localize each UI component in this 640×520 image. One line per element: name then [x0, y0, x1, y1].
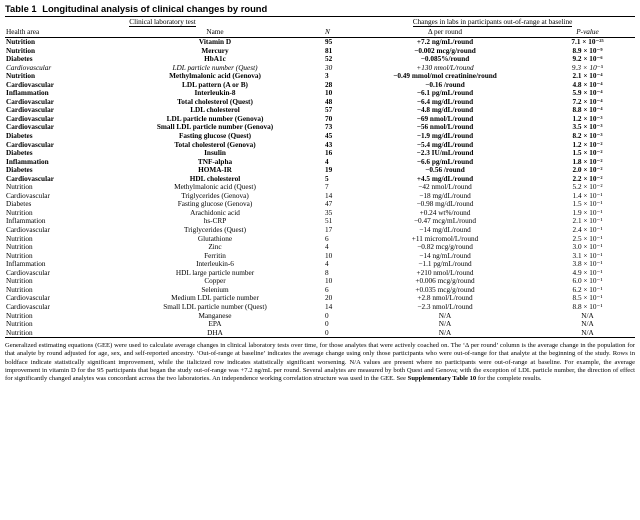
cell-p-value: 3.5 × 10⁻³ — [572, 123, 603, 132]
cell-health-area: Inflammation — [6, 157, 49, 166]
cell-health-area: Nutrition — [6, 234, 33, 243]
cell-health-area: Diabetes — [6, 132, 33, 141]
cell-health-area: Nutrition — [6, 183, 33, 192]
cell-p-value: 2.1 × 10⁻¹ — [572, 217, 603, 226]
cell-change: N/A — [438, 311, 452, 320]
cell-p-value: 2.5 × 10⁻¹ — [572, 234, 603, 243]
table-row — [5, 81, 635, 90]
cell-p-value: 2.2 × 10⁻² — [572, 174, 603, 183]
cell-health-area: Cardiovascular — [6, 226, 50, 235]
cell-health-area: Cardiovascular — [6, 174, 54, 183]
cell-health-area: Inflammation — [6, 89, 49, 98]
cell-health-area: Diabetes — [6, 166, 33, 175]
cell-change: −1.9 mg/dL/round — [416, 132, 474, 141]
cell-name: Zinc — [208, 243, 222, 252]
table-caption: Longitudinal analysis of clinical changes by round — [42, 3, 268, 14]
col-header-n: N — [320, 27, 350, 38]
cell-p-value: N/A — [540, 329, 635, 338]
table-row — [5, 294, 635, 303]
cell-name: Methylmalonic acid (Genova) — [169, 72, 261, 81]
cell-p-value: 8.2 × 10⁻³ — [572, 132, 603, 141]
cell-p-value: 8.8 × 10⁻⁴ — [572, 106, 603, 115]
cell-change: −2.3 IU/mL/round — [416, 149, 474, 158]
cell-n: 95 — [325, 38, 333, 46]
table-row — [5, 209, 635, 218]
cell-name: TNF-alpha — [197, 157, 233, 166]
col-header-name: Name — [110, 27, 320, 38]
table-row — [5, 158, 635, 167]
cell-name: HDL cholesterol — [189, 174, 241, 183]
cell-name: HDL large particle number — [175, 268, 255, 277]
cell-health-area: Cardiovascular — [6, 294, 50, 303]
table-row — [5, 183, 635, 192]
cell-change: −6.4 mg/dL/round — [416, 97, 474, 106]
cell-change: −0.002 mcg/g/round — [414, 46, 476, 55]
table-row — [5, 132, 635, 141]
cell-n: 16 — [325, 149, 333, 158]
cell-name: Manganese — [198, 311, 232, 320]
table-row — [5, 277, 635, 286]
cell-change: +130 nmol/L/round — [416, 63, 474, 72]
cell-n: 43 — [325, 140, 333, 149]
table-row — [5, 149, 635, 158]
cell-name: Triglycerides (Quest) — [184, 226, 246, 235]
table-row — [5, 252, 635, 261]
cell-name: Arachidonic acid — [190, 208, 240, 217]
cell-name: Fasting glucose (Quest) — [178, 132, 252, 141]
table-row — [5, 47, 635, 56]
cell-n: 51 — [325, 217, 333, 226]
cell-health-area: Nutrition — [6, 208, 33, 217]
cell-n: 14 — [325, 191, 333, 200]
cell-name: Vitamin D — [198, 38, 232, 46]
table-row — [5, 260, 635, 269]
cell-name: Small LDL particle number (Genova) — [156, 123, 274, 132]
cell-name: Interleukin-8 — [194, 89, 236, 98]
cell-p-value: 8.8 × 10⁻¹ — [572, 302, 603, 311]
cell-name: hs-CRP — [203, 217, 227, 226]
cell-p-value: 4.9 × 10⁻¹ — [572, 268, 603, 277]
cell-change: +7.2 ng/mL/round — [416, 38, 474, 46]
cell-name: EPA — [208, 320, 222, 329]
cell-n: 8 — [325, 268, 329, 277]
cell-n: 48 — [325, 97, 333, 106]
cell-health-area: Cardiovascular — [6, 140, 54, 149]
supplementary-table-link[interactable]: Supplementary Table 10 — [407, 375, 477, 383]
cell-name: LDL cholesterol — [190, 106, 240, 115]
cell-n: 4 — [325, 243, 329, 252]
cell-change: +11 micromol/L/round — [411, 234, 479, 243]
cell-p-value: 3.0 × 10⁻¹ — [572, 243, 603, 252]
cell-change: +210 nmol/L/round — [416, 268, 474, 277]
cell-change: −1.1 pg/mL/round — [418, 260, 472, 269]
table-row — [5, 286, 635, 295]
cell-change: +2.8 nmol/L/round — [417, 294, 473, 303]
cell-n: 17 — [325, 226, 333, 235]
cell-n: 5 — [325, 174, 329, 183]
table-row — [5, 38, 635, 47]
cell-change: −0.98 mg/dL/round — [416, 200, 474, 209]
cell-change: +0.24 wt%/round — [419, 208, 471, 217]
cell-n: 6 — [325, 234, 329, 243]
cell-health-area: Cardiovascular — [6, 123, 54, 132]
cell-change: −0.56 /round — [425, 166, 465, 175]
table-footnote: Generalized estimating equations (GEE) were used to calculate average changes in clinical laboratory tests over time, for those analytes that were actively coached on. The ‘Δ per round’ column is the average change in the population for that analyte by round adjusted for age, sex, and self-reported ancestry. ‘Out-of-range at baseline’ indicates the average change using only those participants who were out-of-range for that analyte at the beginning of the study. Rows in boldface indicate statistically significant improvement, while the italicized row indicates statistically significant worsening. N/A values are present where no participants were out-of-range at baseline. For example, the average improvement in vitamin D for the 95 participants that began the study out-of-range was +7.2 ng/mL per round. Several analytes are measured by both Quest and Genova; with the exception of LDL particle number, the direction of effect for significantly changed analytes was concordant across the two laboratories. An independence working correlation structure was used in the GEE. See Supplementary Table 10 for the complete results. — [5, 342, 635, 383]
cell-change: −42 nmol/L/round — [418, 183, 472, 192]
cell-name: LDL particle number (Quest) — [172, 63, 258, 72]
cell-n: 0 — [325, 311, 329, 320]
table-row — [5, 64, 635, 73]
table-row — [5, 303, 635, 312]
cell-n: 35 — [325, 208, 333, 217]
cell-n: 81 — [325, 46, 333, 55]
cell-health-area: Nutrition — [6, 46, 35, 55]
cell-n: 47 — [325, 200, 333, 209]
cell-health-area: Cardiovascular — [6, 80, 54, 89]
cell-p-value: 5.9 × 10⁻⁴ — [572, 89, 603, 98]
cell-n: 45 — [325, 132, 333, 141]
table-row — [5, 166, 635, 175]
cell-name: Medium LDL particle number — [171, 294, 259, 303]
cell-n: 14 — [325, 302, 333, 311]
cell-health-area: Inflammation — [6, 217, 46, 226]
table-row — [5, 192, 635, 201]
cell-name: Total cholesterol (Genova) — [174, 140, 256, 149]
cell-health-area: Cardiovascular — [6, 268, 50, 277]
cell-health-area: Nutrition — [6, 320, 33, 329]
cell-change: +0.006 mcg/g/round — [415, 277, 475, 286]
cell-change: −0.49 mmol/mol creatinine/round — [393, 72, 497, 81]
col-header-health-area: Health area — [5, 27, 110, 38]
table-title — [5, 3, 635, 16]
cell-change: −14 ng/mL/round — [419, 251, 471, 260]
cell-name: HOMA-IR — [198, 166, 232, 175]
table-row — [5, 115, 635, 124]
table-row — [5, 175, 635, 184]
cell-p-value: 3.1 × 10⁻¹ — [572, 251, 603, 260]
cell-health-area: Diabetes — [6, 149, 33, 158]
table-row — [5, 200, 635, 209]
cell-change: N/A — [350, 329, 540, 338]
cell-change: −0.47 mcg/mL/round — [413, 217, 477, 226]
cell-p-value: 8.5 × 10⁻¹ — [572, 294, 603, 303]
table-row — [5, 217, 635, 226]
cell-n: 19 — [325, 166, 333, 175]
cell-p-value: 1.5 × 10⁻² — [572, 149, 603, 158]
cell-p-value: 7.2 × 10⁻⁴ — [572, 97, 603, 106]
cell-p-value: 2.4 × 10⁻¹ — [572, 226, 603, 235]
cell-p-value: 9.3 × 10⁻⁵ — [571, 63, 604, 72]
cell-n: 52 — [325, 55, 333, 64]
cell-n: 6 — [325, 285, 329, 294]
cell-p-value: 1.4 × 10⁻¹ — [572, 191, 603, 200]
cell-p-value: 6.0 × 10⁻¹ — [572, 277, 603, 286]
cell-p-value: 9.2 × 10⁻⁶ — [572, 55, 603, 64]
cell-name: Methylmalonic acid (Quest) — [174, 183, 256, 192]
cell-p-value: 1.2 × 10⁻³ — [572, 114, 603, 123]
cell-health-area: Cardiovascular — [6, 106, 54, 115]
cell-health-area: Inflammation — [6, 260, 46, 269]
cell-p-value: 1.8 × 10⁻² — [572, 157, 603, 166]
table-row — [5, 235, 635, 244]
cell-change: −6.1 pg/mL/round — [416, 89, 474, 98]
cell-n: 10 — [325, 89, 333, 98]
table-row — [5, 106, 635, 115]
cell-n: 70 — [325, 114, 333, 123]
cell-change: −4.8 mg/dL/round — [416, 106, 474, 115]
table-number: Table 1 — [5, 3, 37, 14]
cell-p-value: N/A — [581, 320, 594, 329]
table-row — [5, 312, 635, 321]
cell-name: Ferritin — [204, 251, 226, 260]
cell-n: 4 — [325, 157, 329, 166]
table-row — [5, 141, 635, 150]
results-table — [5, 16, 635, 338]
cell-health-area: Cardiovascular — [6, 63, 52, 72]
cell-n: 0 — [320, 329, 350, 338]
cell-change: −6.6 pg/mL/round — [416, 157, 474, 166]
table-row — [5, 329, 635, 338]
group-header-right: Changes in labs in participants out-of-range at baseline — [350, 17, 635, 28]
cell-change: −69 nmol/L/round — [416, 114, 474, 123]
cell-name: HbA1c — [204, 55, 226, 64]
cell-n: 20 — [325, 294, 333, 303]
cell-name: Insulin — [204, 149, 226, 158]
cell-name: Glutathione — [197, 234, 233, 243]
table-body — [5, 38, 635, 338]
table-row — [5, 55, 635, 64]
table-row — [5, 98, 635, 107]
table-row — [5, 320, 635, 329]
cell-health-area: Cardiovascular — [6, 97, 54, 106]
cell-health-area: Nutrition — [6, 243, 33, 252]
cell-change: N/A — [438, 320, 452, 329]
cell-n: 0 — [325, 320, 329, 329]
cell-n: 30 — [325, 63, 333, 72]
cell-p-value: 1.2 × 10⁻² — [572, 140, 603, 149]
cell-health-area: Nutrition — [6, 38, 35, 46]
cell-name: Selenium — [201, 285, 229, 294]
cell-health-area: Cardiovascular — [6, 114, 54, 123]
table-row — [5, 243, 635, 252]
cell-health-area: Nutrition — [6, 251, 33, 260]
cell-health-area: Diabetes — [6, 200, 32, 209]
cell-n: 28 — [325, 80, 333, 89]
cell-change: +0.035 mcg/g/round — [415, 285, 475, 294]
cell-n: 10 — [325, 277, 333, 286]
cell-n: 4 — [325, 260, 329, 269]
cell-p-value: 5.2 × 10⁻² — [572, 183, 603, 192]
table-row — [5, 226, 635, 235]
cell-name: LDL particle number (Genova) — [166, 114, 264, 123]
cell-name: LDL pattern (A or B) — [182, 80, 248, 89]
table-row — [5, 89, 635, 98]
cell-p-value: 1.5 × 10⁻¹ — [572, 200, 603, 209]
cell-health-area: Cardiovascular — [6, 302, 50, 311]
cell-p-value: 7.1 × 10⁻²⁵ — [571, 38, 604, 46]
cell-health-area: Nutrition — [6, 285, 33, 294]
cell-n: 7 — [325, 183, 329, 192]
cell-name: Mercury — [201, 46, 229, 55]
cell-health-area: Cardiovascular — [6, 191, 50, 200]
cell-name: Copper — [204, 277, 226, 286]
cell-health-area: Nutrition — [5, 329, 110, 338]
cell-name: Interleukin-6 — [196, 260, 234, 269]
cell-name: Triglycerides (Genova) — [181, 191, 249, 200]
cell-change: −5.4 mg/dL/round — [416, 140, 474, 149]
cell-name: Fasting glucose (Genova) — [177, 200, 253, 209]
cell-change: −56 nmol/L/round — [416, 123, 474, 132]
cell-change: −2.3 nmol/L/round — [417, 302, 473, 311]
cell-p-value: 4.8 × 10⁻⁴ — [572, 80, 603, 89]
cell-p-value: 2.0 × 10⁻² — [572, 166, 603, 175]
cell-change: −18 mg/dL/round — [419, 191, 471, 200]
cell-n: 10 — [325, 251, 333, 260]
cell-p-value: 8.9 × 10⁻⁹ — [572, 46, 603, 55]
cell-p-value: N/A — [581, 311, 594, 320]
cell-p-value: 2.1 × 10⁻⁴ — [572, 72, 603, 81]
table-row — [5, 269, 635, 278]
cell-change: −0.085%/round — [420, 55, 470, 64]
cell-name: Total cholesterol (Quest) — [177, 97, 253, 106]
col-header-change: Δ per round — [350, 27, 540, 38]
group-header-left: Clinical laboratory test — [5, 17, 320, 28]
cell-health-area: Diabetes — [6, 55, 33, 64]
cell-change: +4.5 mg/dL/round — [416, 174, 474, 183]
cell-p-value: 3.8 × 10⁻¹ — [572, 260, 603, 269]
cell-n: 3 — [325, 72, 329, 81]
table-row — [5, 123, 635, 132]
cell-name: DHA — [110, 329, 320, 338]
cell-change: −0.16 /round — [425, 80, 465, 89]
cell-p-value: 1.9 × 10⁻¹ — [572, 208, 603, 217]
col-header-p-value: P-value — [540, 27, 635, 38]
cell-change: −0.82 mcg/g/round — [417, 243, 473, 252]
cell-health-area: Nutrition — [6, 311, 33, 320]
cell-name: Small LDL particle number (Quest) — [163, 302, 267, 311]
cell-p-value: 6.2 × 10⁻¹ — [572, 285, 603, 294]
cell-n: 73 — [325, 123, 333, 132]
cell-change: −14 mg/dL/round — [419, 226, 471, 235]
cell-n: 57 — [325, 106, 333, 115]
table-row — [5, 72, 635, 81]
cell-health-area: Nutrition — [6, 72, 35, 81]
cell-health-area: Nutrition — [6, 277, 33, 286]
